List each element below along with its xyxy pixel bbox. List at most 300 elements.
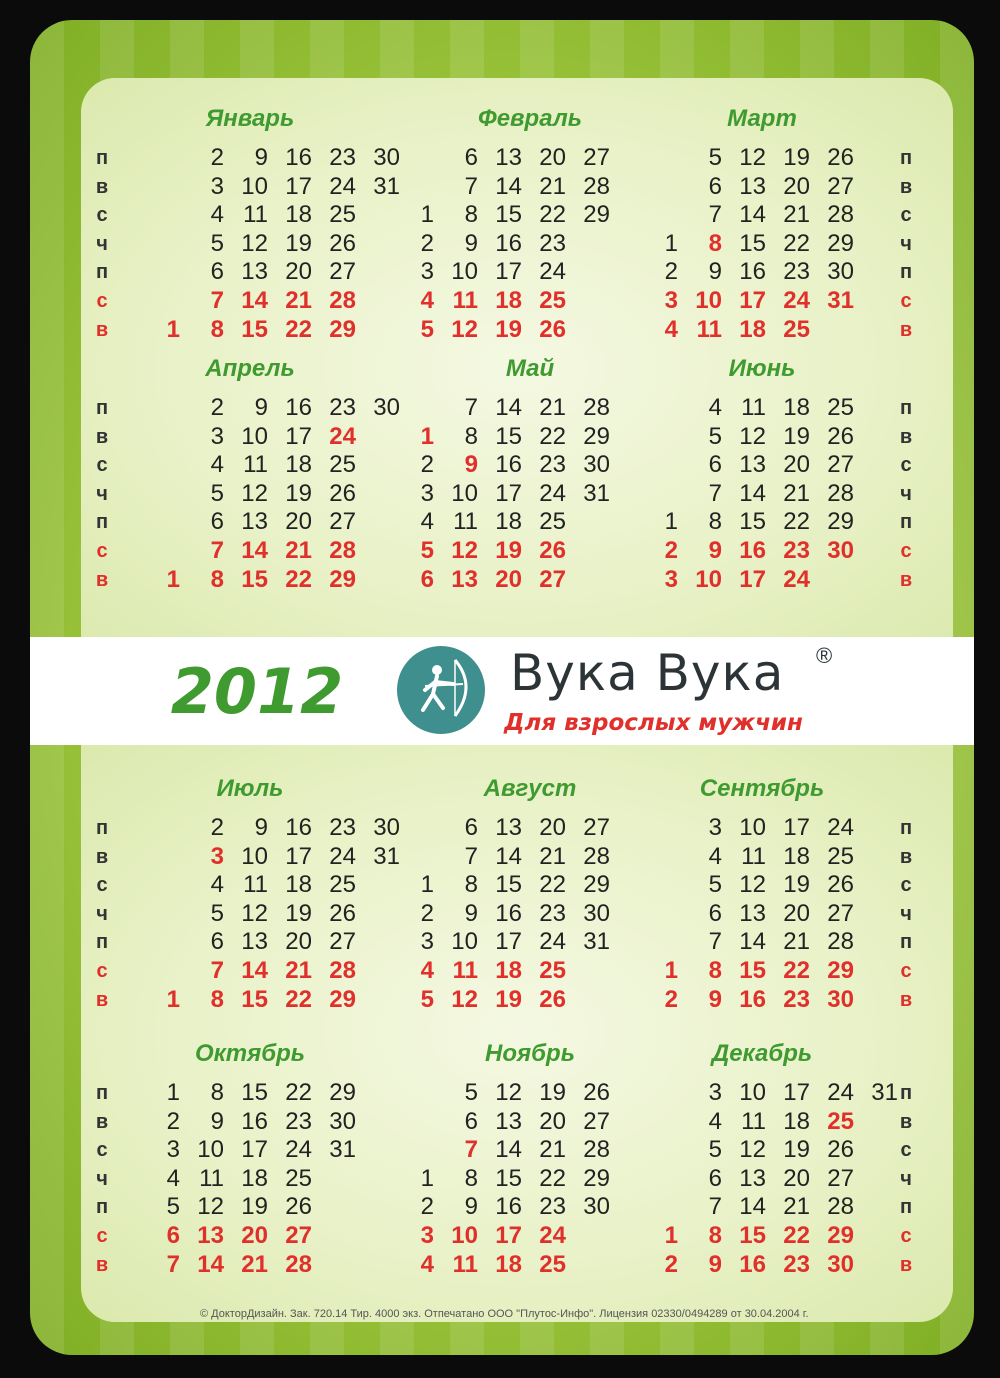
day-cell: 11	[452, 286, 478, 314]
day-cell	[854, 480, 898, 509]
weekday-label: в	[95, 988, 109, 1011]
day-cell: 8	[464, 871, 478, 899]
imprint-footer: © ДокторДизайн. Зак. 720.14 Тир. 4000 экз. Отпечатано ООО "Плутос-Инфо". Лицензия 02330/0494289 от 30.04.2004 г.	[200, 1308, 809, 1320]
day-cell: 19	[495, 985, 522, 1013]
day-cell	[566, 537, 610, 566]
day-cell: 9	[254, 394, 268, 421]
day-cell: 10	[739, 814, 766, 841]
day-cell: 18	[285, 451, 312, 479]
day-cell: 15	[241, 315, 268, 343]
day-cell	[854, 1165, 898, 1194]
day-cell: 24	[539, 479, 566, 507]
day-cell	[854, 423, 898, 452]
day-cell: 12	[739, 871, 766, 899]
day-cell: 6	[708, 172, 722, 200]
day-cell: 9	[464, 451, 478, 479]
day-cell: 13	[739, 1164, 766, 1192]
day-cell: 3	[210, 422, 224, 450]
day-cell: 30	[373, 394, 400, 421]
day-cell: 11	[243, 201, 268, 229]
day-cell	[634, 1165, 678, 1194]
day-cell: 15	[739, 1221, 766, 1249]
day-cell: 6	[210, 508, 224, 536]
month-day-grid	[390, 144, 654, 344]
day-cell: 26	[539, 315, 566, 343]
day-cell: 29	[583, 871, 610, 899]
day-cell: 1	[664, 1221, 678, 1249]
day-cell: 17	[739, 565, 766, 593]
day-cell: 6	[210, 928, 224, 956]
day-cell	[854, 900, 898, 929]
day-cell: 24	[539, 1221, 566, 1249]
day-cell: 20	[783, 899, 810, 927]
day-cell	[566, 316, 610, 345]
day-cell: 9	[210, 1107, 224, 1135]
day-cell: 18	[495, 1250, 522, 1278]
day-cell: 23	[783, 1250, 810, 1278]
weekday-label: п	[95, 1082, 109, 1104]
day-cell	[854, 566, 898, 595]
day-cell	[390, 144, 434, 173]
day-cell	[634, 843, 678, 872]
day-cell: 4	[420, 1250, 434, 1278]
day-cell	[136, 451, 180, 480]
day-cell: 15	[495, 201, 522, 229]
weekday-label: с	[900, 204, 912, 227]
day-cell: 15	[495, 1164, 522, 1192]
day-cell: 11	[741, 842, 766, 870]
day-cell: 25	[783, 315, 810, 343]
day-cell: 5	[166, 1193, 180, 1221]
day-cell	[634, 451, 678, 480]
day-cell	[634, 928, 678, 957]
day-cell: 7	[464, 1136, 478, 1164]
day-cell: 29	[827, 508, 854, 536]
day-cell: 5	[708, 422, 722, 450]
day-cell: 14	[241, 956, 268, 984]
brand-tagline: Для взрослых мужчин	[504, 710, 803, 736]
day-cell: 22	[783, 956, 810, 984]
month-day-grid	[390, 394, 654, 594]
day-cell: 8	[708, 1221, 722, 1249]
day-cell	[390, 1108, 434, 1137]
day-cell: 21	[539, 1136, 566, 1164]
day-cell: 9	[464, 1193, 478, 1221]
day-cell: 12	[739, 144, 766, 171]
weekday-label: в	[899, 1253, 913, 1276]
day-cell: 25	[827, 842, 854, 870]
day-cell: 14	[241, 536, 268, 564]
day-cell: 26	[329, 899, 356, 927]
day-cell	[136, 144, 180, 173]
day-cell	[390, 843, 434, 872]
day-cell: 9	[464, 229, 478, 257]
day-cell: 9	[708, 536, 722, 564]
day-cell	[136, 871, 180, 900]
weekday-label: п	[899, 397, 913, 419]
day-cell: 3	[664, 286, 678, 314]
day-cell	[136, 201, 180, 230]
day-cell: 25	[329, 871, 356, 899]
weekday-label: с	[900, 539, 912, 562]
day-cell: 24	[783, 565, 810, 593]
day-cell	[634, 144, 678, 173]
day-cell: 9	[708, 1250, 722, 1278]
day-cell	[634, 814, 678, 843]
day-cell: 30	[827, 258, 854, 286]
day-cell: 17	[783, 1079, 810, 1106]
day-cell	[634, 1193, 678, 1222]
day-cell: 31	[373, 842, 400, 870]
month-name: Декабрь	[711, 1040, 813, 1067]
weekday-label: в	[899, 568, 913, 591]
day-cell	[854, 287, 898, 316]
day-cell: 4	[708, 1107, 722, 1135]
day-cell: 4	[420, 286, 434, 314]
day-cell: 7	[166, 1250, 180, 1278]
day-cell: 26	[583, 1079, 610, 1106]
day-cell: 10	[739, 1079, 766, 1106]
day-cell: 7	[464, 394, 478, 421]
day-cell: 28	[583, 394, 610, 421]
day-cell: 27	[583, 144, 610, 171]
day-cell: 1	[664, 956, 678, 984]
day-cell: 10	[197, 1136, 224, 1164]
day-cell	[854, 316, 898, 345]
day-cell: 12	[739, 422, 766, 450]
day-cell: 16	[285, 394, 312, 421]
weekday-labels	[90, 814, 114, 1014]
day-cell: 30	[583, 899, 610, 927]
day-cell: 12	[451, 985, 478, 1013]
calendar-card	[30, 20, 974, 1355]
day-cell: 21	[539, 394, 566, 421]
day-cell: 12	[197, 1193, 224, 1221]
weekday-label: п	[95, 931, 109, 954]
day-cell: 30	[329, 1107, 356, 1135]
day-cell: 25	[827, 394, 854, 421]
day-cell: 6	[210, 258, 224, 286]
day-cell: 10	[451, 1221, 478, 1249]
day-cell: 24	[329, 842, 356, 870]
day-cell	[810, 316, 854, 345]
weekday-label: п	[899, 1196, 913, 1219]
day-cell: 6	[464, 814, 478, 841]
day-cell: 3	[210, 172, 224, 200]
day-cell: 11	[696, 315, 722, 343]
month-name: Март	[727, 105, 797, 132]
day-cell: 28	[329, 286, 356, 314]
day-cell: 1	[166, 315, 180, 343]
day-cell: 2	[420, 229, 434, 257]
day-cell: 28	[827, 1193, 854, 1221]
day-cell	[312, 1251, 356, 1280]
day-cell	[136, 957, 180, 986]
day-cell: 11	[453, 508, 478, 536]
day-cell: 8	[210, 315, 224, 343]
day-cell	[136, 287, 180, 316]
weekday-label: ч	[900, 1167, 912, 1190]
day-cell: 21	[539, 172, 566, 200]
day-cell: 27	[539, 565, 566, 593]
day-cell: 17	[241, 1136, 268, 1164]
month-day-grid	[136, 144, 400, 344]
day-cell	[854, 871, 898, 900]
day-cell: 27	[827, 451, 854, 479]
day-cell	[854, 1108, 898, 1137]
day-cell	[854, 537, 898, 566]
day-cell	[390, 1136, 434, 1165]
weekday-label: п	[95, 511, 109, 534]
day-cell: 25	[285, 1164, 312, 1192]
day-cell: 12	[495, 1079, 522, 1106]
day-cell: 5	[210, 229, 224, 257]
day-cell: 17	[285, 172, 312, 200]
day-cell: 17	[783, 814, 810, 841]
weekday-labels	[90, 394, 114, 594]
day-cell: 21	[783, 479, 810, 507]
day-cell	[634, 871, 678, 900]
weekday-label: п	[899, 147, 913, 169]
day-cell: 8	[708, 508, 722, 536]
day-cell	[390, 173, 434, 202]
day-cell: 7	[210, 286, 224, 314]
weekday-label: с	[900, 1139, 912, 1162]
day-cell: 29	[329, 565, 356, 593]
day-cell	[854, 201, 898, 230]
day-cell: 10	[695, 565, 722, 593]
day-cell: 31	[329, 1136, 356, 1164]
day-cell: 3	[420, 258, 434, 286]
day-cell: 13	[197, 1221, 224, 1249]
day-cell	[810, 566, 854, 595]
day-cell: 19	[783, 422, 810, 450]
day-cell: 31	[583, 479, 610, 507]
day-cell: 13	[495, 144, 522, 171]
day-cell: 10	[241, 172, 268, 200]
day-cell: 16	[495, 229, 522, 257]
day-cell: 2	[210, 814, 224, 841]
day-cell	[634, 1079, 678, 1108]
weekday-label: с	[900, 454, 912, 477]
weekday-label: в	[95, 568, 109, 591]
day-cell	[312, 1193, 356, 1222]
day-cell: 4	[210, 451, 224, 479]
day-cell	[854, 1251, 898, 1280]
day-cell: 29	[827, 956, 854, 984]
day-cell: 20	[783, 1164, 810, 1192]
day-cell: 15	[241, 985, 268, 1013]
day-cell: 19	[783, 1136, 810, 1164]
weekday-label: п	[95, 147, 109, 169]
day-cell: 30	[583, 451, 610, 479]
day-cell: 23	[539, 899, 566, 927]
day-cell: 5	[420, 536, 434, 564]
day-cell: 12	[739, 1136, 766, 1164]
day-cell	[566, 258, 610, 287]
day-cell: 26	[827, 871, 854, 899]
day-cell: 27	[583, 1107, 610, 1135]
day-cell: 29	[583, 1164, 610, 1192]
day-cell	[136, 480, 180, 509]
weekday-labels	[90, 1079, 114, 1279]
day-cell: 16	[285, 814, 312, 841]
registered-mark: ®	[816, 643, 833, 668]
day-cell	[566, 986, 610, 1015]
day-cell	[566, 287, 610, 316]
day-cell: 23	[329, 814, 356, 841]
day-cell: 5	[420, 315, 434, 343]
day-cell: 1	[166, 565, 180, 593]
day-cell: 16	[739, 258, 766, 286]
weekday-labels	[90, 144, 114, 344]
day-cell: 26	[285, 1193, 312, 1221]
brand-name: Вука Вука	[510, 644, 785, 702]
day-cell: 12	[241, 899, 268, 927]
day-cell: 22	[285, 985, 312, 1013]
day-cell: 6	[708, 1164, 722, 1192]
day-cell: 4	[664, 315, 678, 343]
day-cell: 3	[420, 479, 434, 507]
day-cell: 15	[739, 229, 766, 257]
day-cell: 27	[329, 928, 356, 956]
day-cell: 11	[452, 1250, 478, 1278]
weekday-label: с	[96, 289, 108, 312]
day-cell: 1	[420, 871, 434, 899]
day-cell: 15	[739, 956, 766, 984]
day-cell	[854, 451, 898, 480]
day-cell: 16	[495, 451, 522, 479]
day-cell	[390, 814, 434, 843]
day-cell: 2	[420, 451, 434, 479]
day-cell: 9	[708, 258, 722, 286]
weekday-label: в	[899, 425, 913, 448]
day-cell: 22	[539, 1164, 566, 1192]
month-name: Сентябрь	[699, 775, 825, 802]
day-cell: 11	[243, 871, 268, 899]
day-cell: 13	[451, 565, 478, 593]
day-cell: 27	[827, 1164, 854, 1192]
weekday-label: ч	[96, 482, 108, 505]
day-cell: 20	[539, 144, 566, 171]
day-cell	[634, 900, 678, 929]
day-cell: 25	[539, 286, 566, 314]
day-cell: 8	[464, 201, 478, 229]
day-cell: 3	[210, 842, 224, 870]
day-cell: 18	[783, 1107, 810, 1135]
day-cell: 29	[827, 229, 854, 257]
day-cell: 26	[539, 985, 566, 1013]
day-cell: 16	[739, 1250, 766, 1278]
day-cell: 5	[210, 899, 224, 927]
day-cell: 19	[495, 536, 522, 564]
day-cell	[854, 230, 898, 259]
day-cell: 30	[373, 144, 400, 171]
day-cell: 14	[495, 172, 522, 200]
day-cell: 31	[871, 1079, 898, 1106]
day-cell: 14	[495, 394, 522, 421]
day-cell: 30	[827, 1250, 854, 1278]
day-cell: 27	[285, 1221, 312, 1249]
day-cell: 28	[583, 172, 610, 200]
day-cell	[854, 957, 898, 986]
day-cell: 20	[285, 928, 312, 956]
day-cell: 23	[329, 144, 356, 171]
day-cell	[854, 173, 898, 202]
day-cell: 11	[741, 1107, 766, 1135]
day-cell: 7	[210, 956, 224, 984]
day-cell	[566, 566, 610, 595]
month-day-grid	[634, 814, 898, 1014]
day-cell: 20	[783, 172, 810, 200]
day-cell: 27	[827, 899, 854, 927]
day-cell	[136, 537, 180, 566]
day-cell: 10	[451, 928, 478, 956]
day-cell	[634, 423, 678, 452]
day-cell: 13	[241, 508, 268, 536]
day-cell: 22	[285, 565, 312, 593]
day-cell: 23	[783, 258, 810, 286]
day-cell	[634, 480, 678, 509]
weekday-label: с	[900, 874, 912, 897]
day-cell: 11	[199, 1164, 224, 1192]
day-cell: 9	[254, 814, 268, 841]
weekday-label: в	[899, 988, 913, 1011]
weekday-label: ч	[900, 482, 912, 505]
day-cell: 4	[166, 1164, 180, 1192]
month-name: Октябрь	[194, 1040, 306, 1067]
day-cell: 20	[539, 814, 566, 841]
day-cell: 24	[539, 258, 566, 286]
day-cell: 14	[197, 1250, 224, 1278]
day-cell	[854, 258, 898, 287]
day-cell: 21	[783, 1193, 810, 1221]
day-cell: 9	[254, 144, 268, 171]
month-day-grid	[136, 394, 400, 594]
day-cell: 5	[210, 479, 224, 507]
day-cell	[136, 508, 180, 537]
day-cell: 19	[495, 315, 522, 343]
day-cell: 24	[285, 1136, 312, 1164]
day-cell: 18	[241, 1164, 268, 1192]
month-day-grid	[136, 1079, 400, 1279]
weekday-label: п	[95, 817, 109, 839]
day-cell: 2	[664, 1250, 678, 1278]
weekday-label: с	[96, 204, 108, 227]
weekday-label: ч	[900, 232, 912, 255]
day-cell: 1	[166, 1079, 180, 1106]
day-cell: 5	[708, 871, 722, 899]
day-cell: 18	[285, 201, 312, 229]
day-cell: 24	[827, 1079, 854, 1106]
day-cell: 23	[539, 229, 566, 257]
day-cell: 21	[285, 286, 312, 314]
day-cell: 22	[539, 422, 566, 450]
day-cell	[854, 144, 898, 173]
weekday-label: с	[96, 874, 108, 897]
day-cell: 16	[495, 1193, 522, 1221]
day-cell	[854, 394, 898, 423]
day-cell: 16	[241, 1107, 268, 1135]
day-cell: 4	[708, 842, 722, 870]
day-cell: 26	[827, 422, 854, 450]
day-cell: 29	[329, 1079, 356, 1106]
day-cell: 16	[285, 144, 312, 171]
day-cell: 21	[783, 201, 810, 229]
day-cell: 11	[741, 394, 766, 421]
day-cell: 8	[210, 985, 224, 1013]
day-cell: 14	[495, 842, 522, 870]
